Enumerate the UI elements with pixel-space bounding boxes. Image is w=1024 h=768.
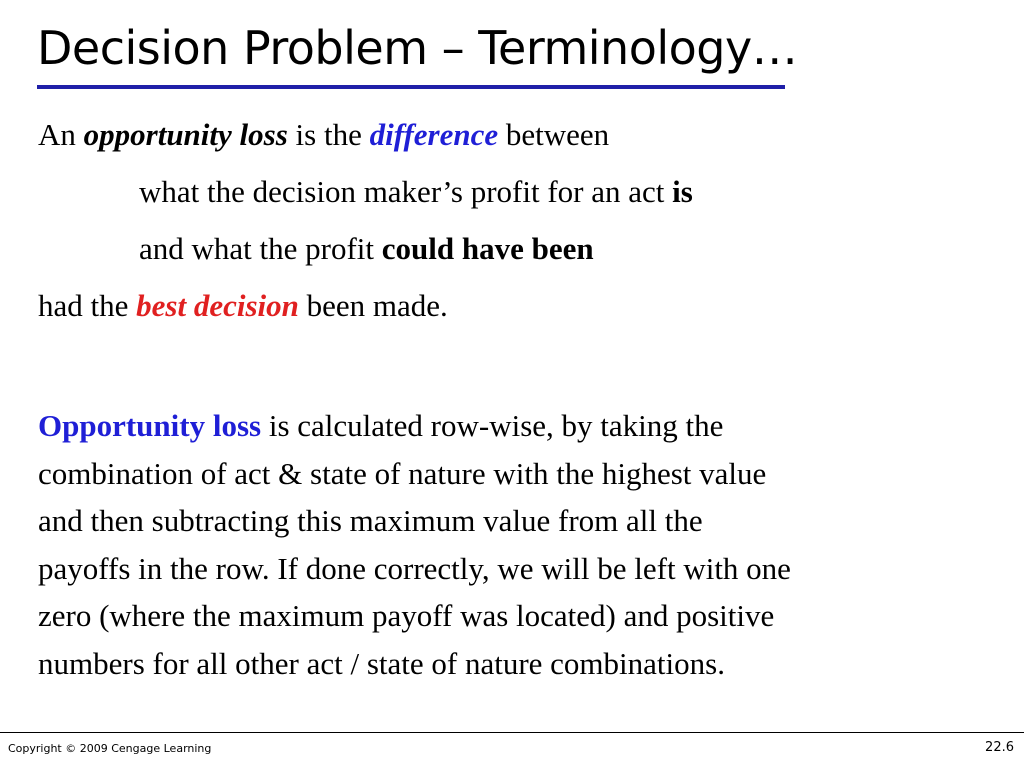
definition-text: An	[38, 117, 84, 152]
explanation-line: numbers for all other act / state of nature combinations.	[38, 645, 725, 681]
term-opportunity-loss-blue: Opportunity loss	[38, 408, 262, 443]
title-underline	[37, 85, 785, 89]
definition-text: is the	[287, 117, 370, 152]
explanation-line: combination of act & state of nature with the highest value	[38, 455, 767, 491]
explanation-line: payoffs in the row. If done correctly, we will be left with one	[38, 550, 791, 586]
slide-title: Decision Problem – Terminology…	[37, 21, 798, 75]
explanation-line: zero (where the maximum payoff was located) and positive	[38, 598, 775, 633]
emphasis-could-have-been: could have been	[381, 231, 594, 266]
explanation-text: is calculated row-wise, by taking the	[261, 408, 724, 443]
definition-line-4	[38, 287, 448, 324]
term-difference: difference	[369, 117, 499, 152]
term-opportunity-loss: opportunity loss	[83, 117, 288, 152]
definition-line-3	[139, 230, 594, 267]
definition-text: what the decision maker’s profit for an act	[139, 174, 673, 209]
definition-line-2	[139, 173, 693, 210]
explanation-line: and then subtracting this maximum value from all the	[38, 503, 703, 538]
term-best-decision: best decision	[136, 288, 299, 323]
page-number: 22.6	[985, 740, 1014, 755]
explanation-paragraph	[38, 402, 1013, 687]
explanation-line	[38, 402, 1013, 450]
definition-text: had the	[38, 288, 137, 323]
definition-line-1	[38, 116, 609, 153]
definition-text: been made.	[298, 288, 448, 323]
definition-text: and what the profit	[139, 231, 382, 266]
footer-divider	[0, 732, 1024, 733]
emphasis-is: is	[672, 174, 693, 209]
definition-text: between	[498, 117, 610, 152]
copyright-notice: Copyright © 2009 Cengage Learning	[8, 742, 212, 755]
